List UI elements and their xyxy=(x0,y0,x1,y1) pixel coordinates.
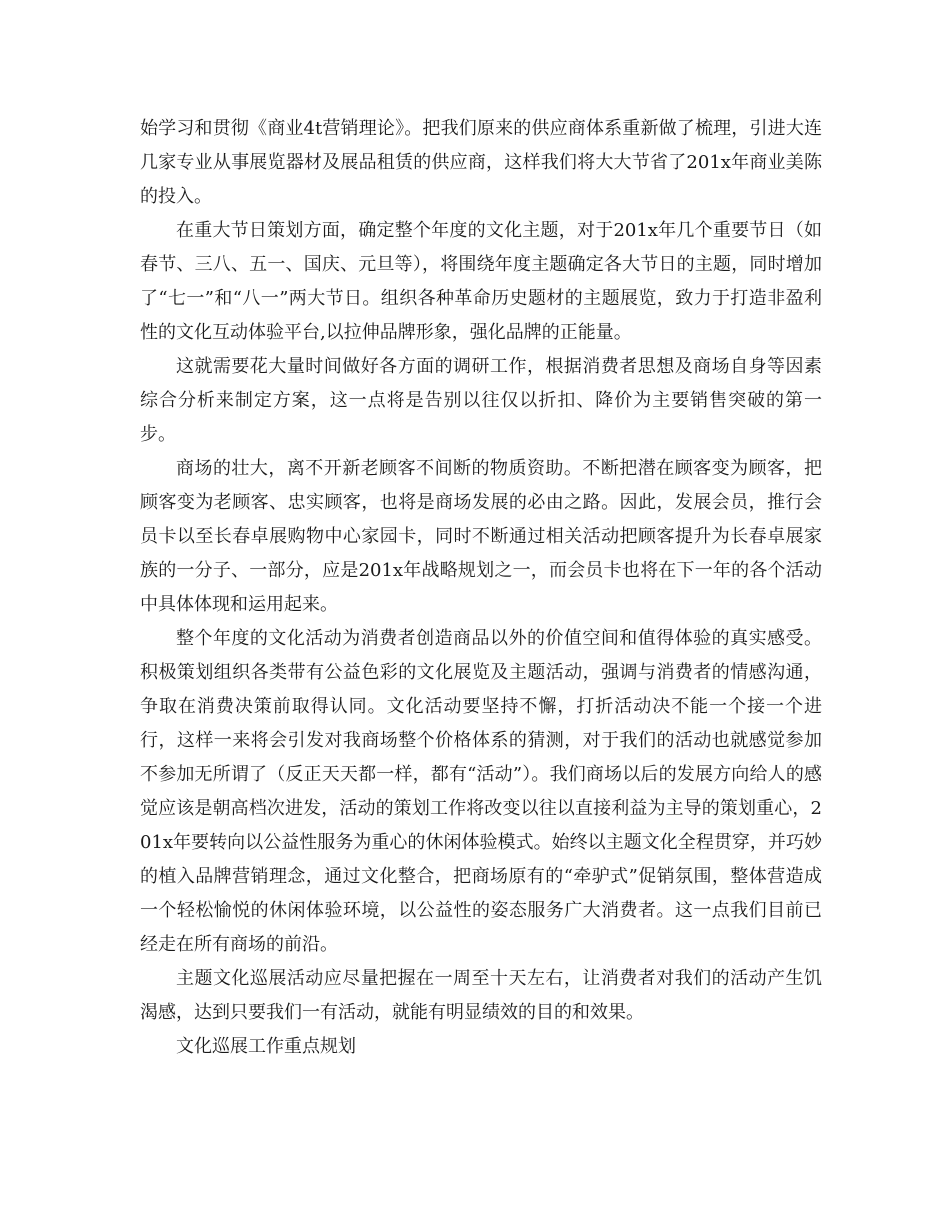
section-heading-exhibition-plan: 文化巡展工作重点规划 xyxy=(176,1036,356,1057)
paragraph-membership: 商场的壮大，离不开新老顾客不间断的物质资助。不断把潜在顾客变为顾客，把顾客变为老顾客、忠实顾客，也将是商场发展的必由之路。因此，发展会员，推行会员卡以至长春卓展购物中心家园卡，同时不断通过相关活动把顾客提升为长春卓展家族的一分子、一部分，应是201x年战略规划之一，而会员卡也将在下一年的各个活动中具体体现和运用起来。 xyxy=(140,458,822,615)
paragraph-supplier-system: 始学习和贯彻《商业4t营销理论》。把我们原来的供应商体系重新做了梳理，引进大连几家专业从事展览器材及展品租赁的供应商，这样我们将大大节省了201x年商业美陈的投入。 xyxy=(140,118,822,207)
paragraph-exhibition-duration: 主题文化巡展活动应尽量把握在一周至十天左右，让消费者对我们的活动产生饥渴感，达到只要我们一有活动，就能有明显绩效的目的和效果。 xyxy=(140,968,822,1023)
paragraph-research-work: 这就需要花大量时间做好各方面的调研工作，根据消费者思想及商场自身等因素综合分析来制定方案，这一点将是告别以往仅以折扣、降价为主要销售突破的第一步。 xyxy=(140,356,822,445)
document-body xyxy=(140,112,822,1064)
paragraph-holiday-planning: 在重大节日策划方面，确定整个年度的文化主题，对于201x年几个重要节日（如春节、三八、五一、国庆、元旦等），将围绕年度主题确定各大节日的主题，同时增加了“七一”和“八一”两大节日。组织各种革命历史题材的主题展览，致力于打造非盈利性的文化互动体验平台,以拉伸品牌形象，强化品牌的正能量。 xyxy=(140,220,822,343)
paragraph-cultural-activities: 整个年度的文化活动为消费者创造商品以外的价值空间和值得体验的真实感受。积极策划组织各类带有公益色彩的文化展览及主题活动，强调与消费者的情感沟通，争取在消费决策前取得认同。文化活动要坚持不懈，打折活动决不能一个接一个进行，这样一来将会引发对我商场整个价格体系的猜测，对于我们的活动也就感觉参加不参加无所谓了（反正天天都一样，都有“活动”）。我们商场以后的发展方向给人的感觉应该是朝高档次进发，活动的策划工作将改变以往以直接利益为主导的策划重心，201x年要转向以公益性服务为重心的休闲体验模式。始终以主题文化全程贯穿，并巧妙的植入品牌营销理念，通过文化整合，把商场原有的“牵驴式”促销氛围，整体营造成一个轻松愉悦的休闲体验环境，以公益性的姿态服务广大消费者。这一点我们目前已经走在所有商场的前沿。 xyxy=(140,628,822,955)
